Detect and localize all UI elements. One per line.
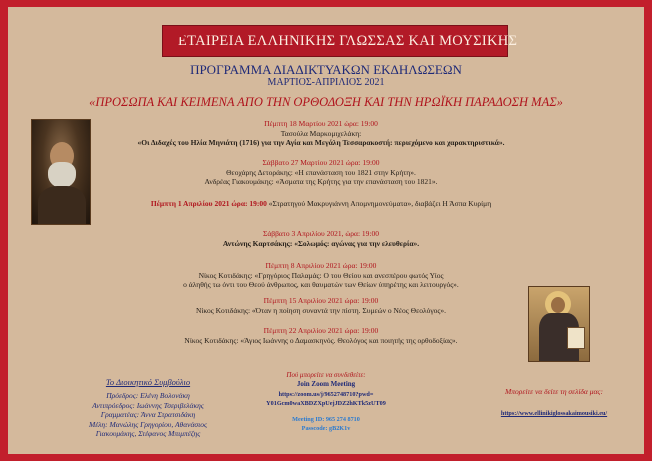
- poster: [8, 7, 644, 454]
- board-line: Πρόεδρος: Ελένη Βολονάκη: [106, 391, 190, 401]
- zoom-link-line2[interactable]: Y01Gcm0waXBDZXpUejJDZ2hKTk5zUT09: [266, 400, 386, 408]
- event-talk: Ανδρέας Γιακουμάκης: «Άσματα της Κρήτης για την επανάσταση του 1821».: [204, 177, 438, 187]
- society-banner: [162, 25, 518, 57]
- portrait-bearded-elder-image: [31, 119, 91, 225]
- event-date: Πέμπτη 22 Απριλίου 2021 ώρα: 19:00: [263, 326, 379, 335]
- event-item: [108, 326, 534, 345]
- board-line: Γραμματέας: Άννα Στρατσιδάκη: [100, 410, 196, 420]
- society-name: ΕΤΑΙΡΕΙΑ ΕΛΛΗΝΙΚΗΣ ΓΛΩΣΣΑΣ ΚΑΙ ΜΟΥΣΙΚΗΣ: [178, 32, 518, 49]
- event-date: Σάββατο 27 Μαρτίου 2021 ώρα: 19:00: [262, 158, 380, 167]
- board-heading: Το Διοικητικό Συμβούλιο: [105, 377, 191, 387]
- zoom-passcode: Passcode: gB2K1v: [301, 425, 351, 433]
- icon-saint-writing-image: [528, 286, 590, 362]
- event-date: Πέμπτη 15 Απριλίου 2021 ώρα: 19:00: [263, 296, 379, 305]
- event-date: Σάββατο 3 Απριλίου 2021, ώρα: 19:00: [262, 229, 380, 238]
- event-talk: Νίκος Κοτιδάκης: «Άγιος Ιωάννης ο Δαμασκηνός. Θεολόγος και ποιητής της ορθοδοξίας».: [184, 335, 458, 345]
- zoom-info: [266, 371, 386, 433]
- website-heading: Μπορείτε να δείτε τη σελίδα μας:: [505, 387, 603, 396]
- event-date: Πέμπτη 1 Απριλίου 2021 ώρα: 19:00: [150, 199, 267, 208]
- event-date: Πέμπτη 8 Απριλίου 2021 ώρα: 19:00: [265, 261, 377, 270]
- zoom-heading: Πού μπορείτε να συνδεθείτε:: [286, 371, 366, 379]
- website-info: [464, 387, 644, 417]
- event-talk: Νίκος Κοτιδάκης: «Όταν η ποίηση συναντά την πίστη. Συμεών ο Νέος Θεολόγος».: [195, 305, 447, 315]
- event-date: Πέμπτη 18 Μαρτίου 2021 ώρα: 19:00: [264, 119, 378, 128]
- event-speaker: Τασούλα Μαρκομιχελάκη:: [280, 128, 362, 138]
- event-talk: Αντώνης Καρτσάκης: «Σολωμός: αγώνας για την ελευθερία».: [222, 238, 420, 248]
- event-item: [108, 119, 534, 148]
- program-period: ΜΑΡΤΙΟΣ-ΑΠΡΙΛΙΟΣ 2021: [267, 77, 385, 88]
- board-of-directors: [38, 378, 258, 438]
- event-talk: «Οι Διδαχές του Ηλία Μηνιάτη (1716) για την Αγία και Μεγάλη Τεσσαρακοστή: περιεχόμενο και χαρακτηριστικά».: [137, 138, 505, 148]
- event-item: [108, 296, 534, 315]
- event-speaker: Θεοχάρης Δετοράκης: «Η επανάσταση του 1821 στην Κρήτη».: [226, 167, 416, 177]
- board-line: Αντιπρόεδρος: Ιωάννης Τσεριβελάκης: [92, 400, 204, 410]
- event-talk: «Στρατηγού Μακρυγιάννη Απομνημονεύματα», διαβάζει Η Άσπα Κυρίμη: [268, 199, 492, 208]
- event-item: [108, 199, 534, 209]
- event-item: [108, 261, 534, 290]
- website-link[interactable]: https://www.ellinikiglossakaimousiki.eu/: [500, 410, 608, 417]
- board-line: Μέλη: Μανώλης Γρηγορίου, Αθανάσιος: [88, 419, 207, 429]
- zoom-meeting-id: Meeting ID: 965 274 8710: [292, 415, 360, 423]
- event-speaker: Νίκος Κοτιδάκης: «Γρηγόριος Παλαμάς: Ο του Θείου και ανεσπέρου φωτός Υίος: [198, 270, 444, 280]
- program-theme: «ΠΡΟΣΩΠΑ ΚΑΙ ΚΕΙΜΕΝΑ ΑΠΟ ΤΗΝ ΟΡΘΟΔΟΞΗ ΚΑΙ ΤΗΝ ΗΡΩΪΚΗ ΠΑΡΑΔΟΣΗ ΜΑΣ»: [89, 95, 563, 109]
- board-line: Γιακουμάκης, Στέφανος Μπιμπέζης: [95, 429, 201, 439]
- zoom-link-line1[interactable]: https://zoom.us/j/9652748710?pwd=: [278, 390, 374, 398]
- program-title: ΠΡΟΓΡΑΜΜΑ ΔΙΑΔΙΚΤΥΑΚΩΝ ΕΚΔΗΛΩΣΕΩΝ: [190, 62, 462, 77]
- zoom-join-label: Join Zoom Meeting: [296, 380, 356, 389]
- event-item: [108, 158, 534, 187]
- event-talk: ο άληθής τω όντι του Θεού άνθρωπος, και θαυματών των Θείων ύπηρέτης και λειτουργός».: [183, 280, 459, 290]
- event-item: [108, 229, 534, 248]
